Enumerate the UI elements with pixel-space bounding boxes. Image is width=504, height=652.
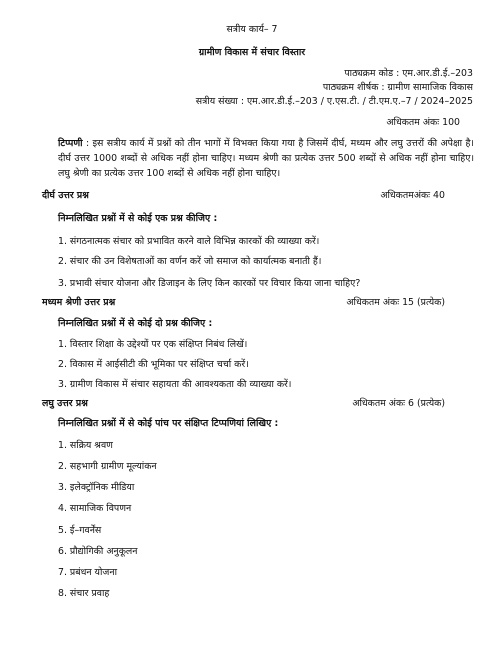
course-code: पाठ्यक्रम कोड : एम.आर.डी.ई.–203: [344, 68, 473, 79]
short-question-1: 1. सक्रिय श्रवण: [58, 440, 113, 451]
long-question-2: 2. संचार की उन विशेषताओं का वर्णन करें जो समाज को कार्यात्मक बनाती हैं।: [58, 256, 322, 267]
instructions-note: [58, 136, 474, 181]
medium-instruction: निम्नलिखित प्रश्नों में से कोई दो प्रश्न कीजिए :: [58, 318, 213, 329]
note-text: : इस सत्रीय कार्य में प्रश्नों को तीन भागों में विभक्त किया गया है जिसमें दीर्घ, मध्यम और लघु उत्तरों की अपेक्षा है। दीर्घ उत्तर 1000 शब्दों से अधिक नहीं होना चाहिए। मध्यम श्रेणी का प्रत्येक उत्तर 500 शब्दों से अधिक नहीं होना चाहिए। लघु श्रेणी का प्रत्येक उत्तर 100 शब्दों से अधिक नहीं होना चाहिए।: [58, 138, 474, 179]
topic-title: ग्रामीण विकास में संचार विस्तार: [198, 47, 306, 58]
medium-question-2: 2. विकास में आईसीटी की भूमिका पर संक्षिप्त चर्चा करें।: [58, 359, 249, 370]
assignment-heading: सत्रीय कार्य– 7: [226, 24, 278, 35]
assignment-number: सत्रीय संख्या : एम.आर.डी.ई.–203 / ए.एस.टी. / टी.एम.ए.–7 / 2024–2025: [195, 96, 473, 107]
medium-section-marks: अधिकतम अंकः 15 (प्रत्येक): [346, 297, 445, 308]
medium-section-title: मध्यम श्रेणी उत्तर प्रश्न: [42, 297, 116, 308]
long-instruction: निम्नलिखित प्रश्नों में से कोई एक प्रश्न कीजिए :: [58, 213, 218, 224]
medium-question-3: 3. ग्रामीण विकास में संचार सहायता की आवश्यकता की व्याख्या करें।: [58, 379, 292, 390]
short-question-8: 8. संचार प्रवाह: [58, 588, 110, 599]
short-question-4: 4. सामाजिक विपणन: [58, 503, 132, 514]
max-marks: अधिकतम अंकः 100: [386, 117, 460, 128]
medium-question-1: 1. विस्तार शिक्षा के उद्देश्यों पर एक संक्षिप्त निबंध लिखें।: [58, 339, 248, 350]
short-question-6: 6. प्रौद्योगिकी अनुकूलन: [58, 546, 138, 557]
note-label: टिप्पणी: [58, 138, 83, 149]
course-title: पाठ्यक्रम शीर्षक : ग्रामीण सामाजिक विकास: [322, 82, 473, 93]
short-section-title: लघु उत्तर प्रश्न: [42, 398, 88, 409]
long-section-title: दीर्घ उत्तर प्रश्न: [42, 190, 89, 201]
short-question-3: 3. इलेक्ट्रॉनिक मीडिया: [58, 482, 135, 493]
short-section-marks: अधिकतम अंकः 6 (प्रत्येक): [352, 398, 445, 409]
short-question-2: 2. सहभागी ग्रामीण मूल्यांकन: [58, 461, 157, 472]
long-question-3: 3. प्रभावी संचार योजना और डिजाइन के लिए किन कारकों पर विचार किया जाना चाहिए?: [58, 278, 361, 289]
long-question-1: 1. संगठनात्मक संचार को प्रभावित करने वाले विभिन्न कारकों की व्याख्या करें।: [58, 236, 320, 247]
short-instruction: निम्नलिखित प्रश्नों में से कोई पांच पर संक्षिप्त टिप्पणियां लिखिए :: [58, 418, 279, 429]
short-question-5: 5. ई–गवर्नेंस: [58, 525, 102, 536]
long-section-marks: अधिकतमअंकः 40: [380, 190, 445, 201]
short-question-7: 7. प्रबंधन योजना: [58, 567, 118, 578]
